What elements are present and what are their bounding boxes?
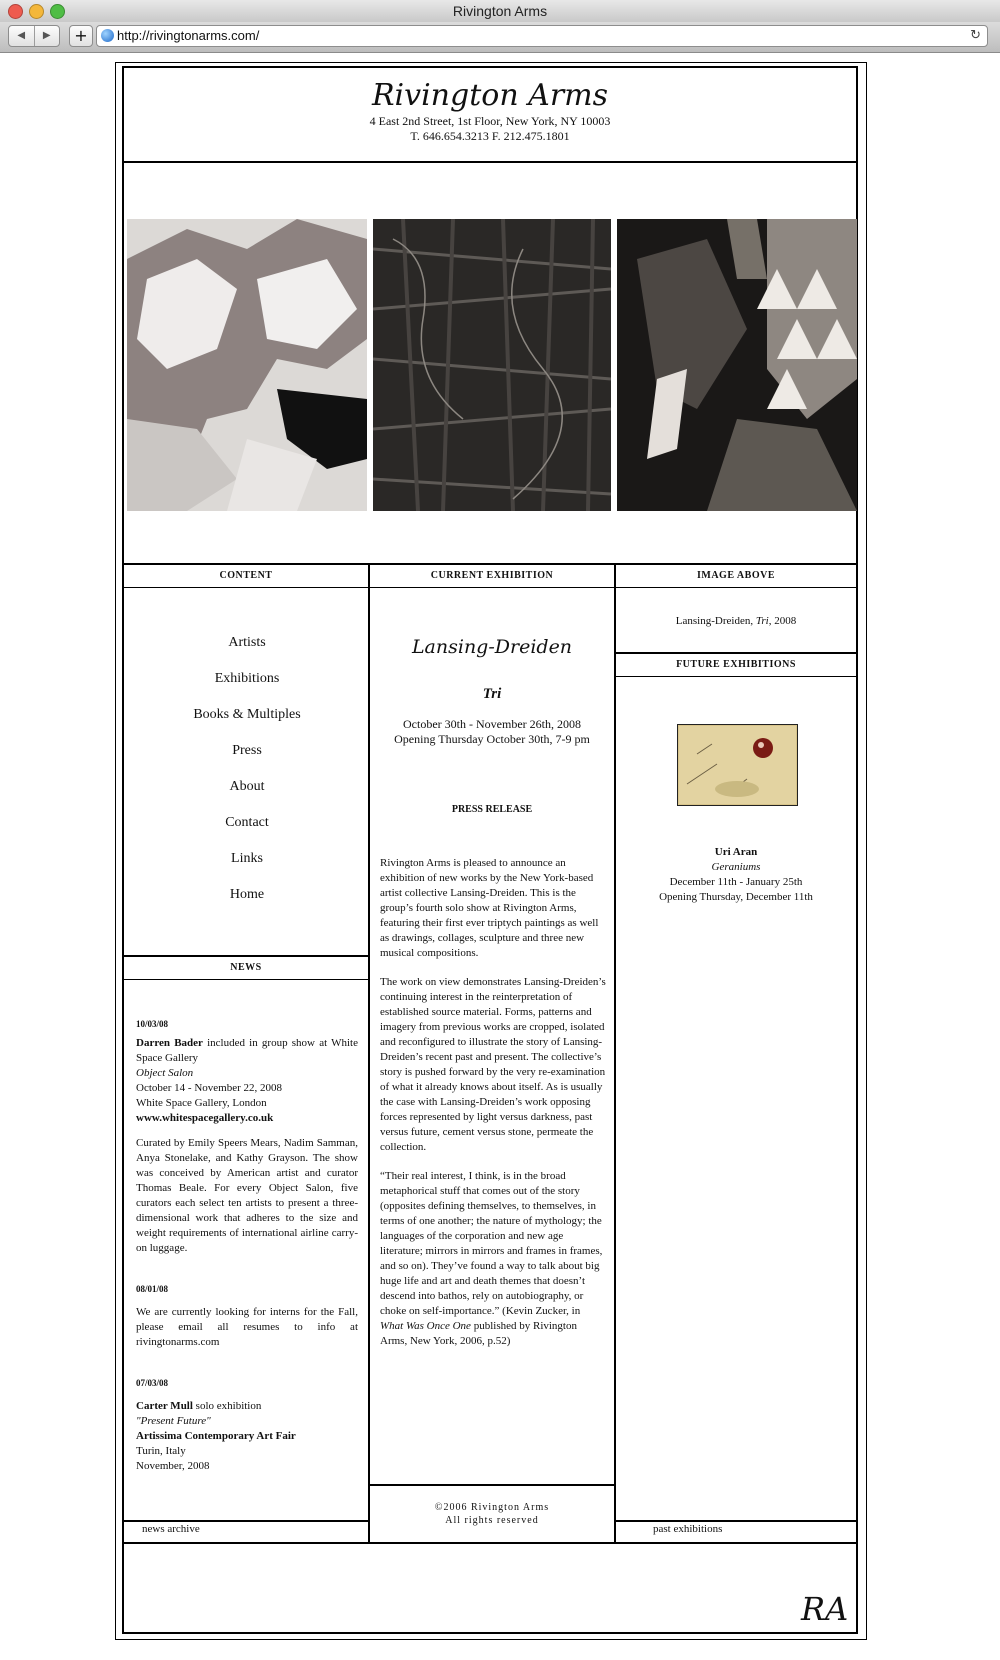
future-show: Geraniums (711, 861, 761, 873)
ra-monogram-logo: RA (801, 1590, 849, 1628)
press-paragraph: Rivington Arms is pleased to announce an exhibition of new works by the New York-based artist collective Lansing-Dreiden. This is the group’s fourth solo show at Rivington Arms, featuring their first ever triptych paintings as well as drawings, collages, sculpture and three new musical compositions. (380, 857, 599, 959)
news-headline: solo exhibition (192, 1400, 262, 1412)
copyright-block (370, 1501, 614, 1527)
back-icon[interactable]: ◀ (9, 26, 35, 46)
browser-toolbar (0, 22, 1000, 53)
news-artist: Carter Mull (136, 1400, 193, 1412)
copyright-text: ©2006 Rivington Arms (434, 1502, 550, 1513)
future-opening: Opening Thursday, December 11th (659, 891, 813, 903)
past-exhibitions-top-rule (616, 1520, 856, 1522)
menu-about[interactable]: About (229, 779, 265, 794)
globe-icon (101, 29, 114, 42)
header-divider (122, 161, 858, 163)
nav-buttons (8, 25, 60, 47)
news-item (136, 1017, 358, 1474)
news-show: "Present Future" (136, 1415, 211, 1427)
current-opening: Opening Thursday October 30th, 7-9 pm (394, 732, 590, 746)
gallery-address: 4 East 2nd Street, 1st Floor, New York, NY 10003 (369, 114, 611, 128)
heading-rule (124, 587, 856, 588)
future-artist[interactable]: Uri Aran (714, 846, 758, 858)
news-date: 10/03/08 (136, 1019, 169, 1029)
news-archive-top-rule (124, 1520, 368, 1522)
news-date: 07/03/08 (136, 1378, 169, 1388)
image-above-caption (616, 614, 856, 629)
reload-icon[interactable]: ↻ (970, 28, 981, 43)
add-bookmark-icon[interactable]: + (69, 25, 93, 47)
caption-artist: Lansing-Dreiden, (675, 615, 756, 627)
news-text: Curated by Emily Speers Mears, Nadim Samman, Anya Stonelake, and Kathy Grayson. The show was conceived by American artist and curator Thomas Beale. For every Object Salon, five curators each select ten artists to present a three-dimensional work that adheres to the size and weight requirements of international airline carry-on luggage. (136, 1137, 358, 1254)
menu-contact[interactable]: Contact (225, 815, 269, 830)
forward-icon[interactable]: ▶ (42, 30, 51, 41)
current-show-title: Tri (482, 686, 502, 702)
current-dates: October 30th - November 26th, 2008 (403, 717, 581, 731)
press-release-text (380, 856, 606, 1363)
news-link[interactable]: www.whitespacegallery.co.uk (136, 1112, 274, 1124)
press-release-label[interactable]: PRESS RELEASE (451, 804, 533, 815)
menu-books-multiples[interactable]: Books & Multiples (193, 707, 301, 722)
past-exhibitions-link[interactable]: past exhibitions (653, 1523, 723, 1535)
site-title[interactable]: Rivington Arms (371, 78, 609, 113)
news-headline: included in group show at White Space Gallery (136, 1037, 358, 1064)
menu-links[interactable]: Links (231, 851, 263, 866)
future-dates: December 11th - January 25th (669, 876, 803, 888)
news-archive-link[interactable]: news archive (142, 1523, 200, 1535)
future-heading-rule (616, 676, 856, 677)
news-show: Object Salon (136, 1067, 194, 1079)
triptych-panel-left (127, 219, 367, 511)
url-text[interactable]: http://rivingtonarms.com/ (117, 28, 260, 43)
window-titlebar (0, 0, 1000, 23)
close-window-button[interactable] (8, 4, 23, 19)
news-date: 08/01/08 (136, 1284, 169, 1294)
triptych-panel-right (617, 219, 857, 511)
menu-home[interactable]: Home (229, 887, 265, 902)
current-exhibition-heading: CURRENT EXHIBITION (430, 570, 554, 581)
image-above-heading: IMAGE ABOVE (696, 570, 775, 581)
gallery-phone: T. 646.654.3213 F. 212.475.1801 (410, 129, 570, 143)
news-artist: Darren Bader (136, 1037, 203, 1049)
content-menu (124, 625, 370, 913)
future-exhibition (616, 845, 856, 905)
future-exhibitions-heading: FUTURE EXHIBITIONS (676, 659, 796, 670)
news-heading-rule (124, 979, 368, 980)
menu-press[interactable]: Press (232, 743, 262, 758)
window-title: Rivington Arms (452, 3, 548, 19)
caption-year: , 2008 (768, 615, 797, 627)
address-bar[interactable] (96, 25, 988, 47)
press-quote-end: published by Rivington Arms, New York, 2006, p.52) (380, 1320, 577, 1347)
news-when: November, 2008 (136, 1460, 210, 1472)
news-city: Turin, Italy (136, 1445, 186, 1457)
news-heading: NEWS (230, 962, 262, 973)
window-controls (8, 4, 65, 19)
site-header (124, 70, 856, 144)
news-text: We are currently looking for interns for the Fall, please email all resumes to info at rivingtonarms.com (136, 1306, 358, 1348)
press-book-title: What Was Once One (380, 1320, 471, 1332)
news-venue: Artissima Contemporary Art Fair (136, 1430, 296, 1442)
caption-title: Tri (755, 615, 769, 627)
future-exhibition-thumbnail[interactable] (677, 724, 798, 806)
press-quote: “Their real interest, I think, is in the broad metaphorical stuff that comes out of the story (opposites defining themselves, to themselves, in terms of one another; the nature of mythology; the languages of the corporation and new age literature; mirrors in mirrors and frames in frames, and so on). They’ve found a way to talk about big huge life and art and death themes that doesn’t descend into bathos, rely on autobiography, or choke on self-importance.” (Kevin Zucker, in (380, 1170, 603, 1317)
zoom-window-button[interactable] (50, 4, 65, 19)
copyright-top-rule (370, 1484, 614, 1486)
column-divider-right (614, 565, 616, 1543)
current-exhibition (370, 636, 614, 815)
footer-divider (122, 1542, 858, 1544)
menu-exhibitions[interactable]: Exhibitions (214, 671, 280, 686)
triptych-panel-center (373, 219, 611, 511)
current-artist[interactable]: Lansing-Dreiden (411, 636, 573, 658)
news-dates: October 14 - November 22, 2008 (136, 1082, 283, 1094)
menu-artists[interactable]: Artists (228, 635, 266, 650)
news-venue: White Space Gallery, London (136, 1097, 267, 1109)
rights-text: All rights reserved (445, 1515, 539, 1526)
press-paragraph: The work on view demonstrates Lansing-Dreiden’s continuing interest in the reinterpretation of established source material. Forms, patterns and imagery from previous works are cropped, isolated and reconfigured to illustrate the story of Lansing-Dreiden’s recent past and present. The collective’s story is pushed forward by the very re-examination of what it already knows about itself. As is usually the case with Lansing-Dreiden’s work opposing forces represented by light versus darkness, past versus future, cement versus stone, permeate the collection. (380, 976, 606, 1153)
minimize-window-button[interactable] (29, 4, 44, 19)
hero-triptych (124, 165, 856, 563)
content-heading: CONTENT (219, 570, 273, 581)
